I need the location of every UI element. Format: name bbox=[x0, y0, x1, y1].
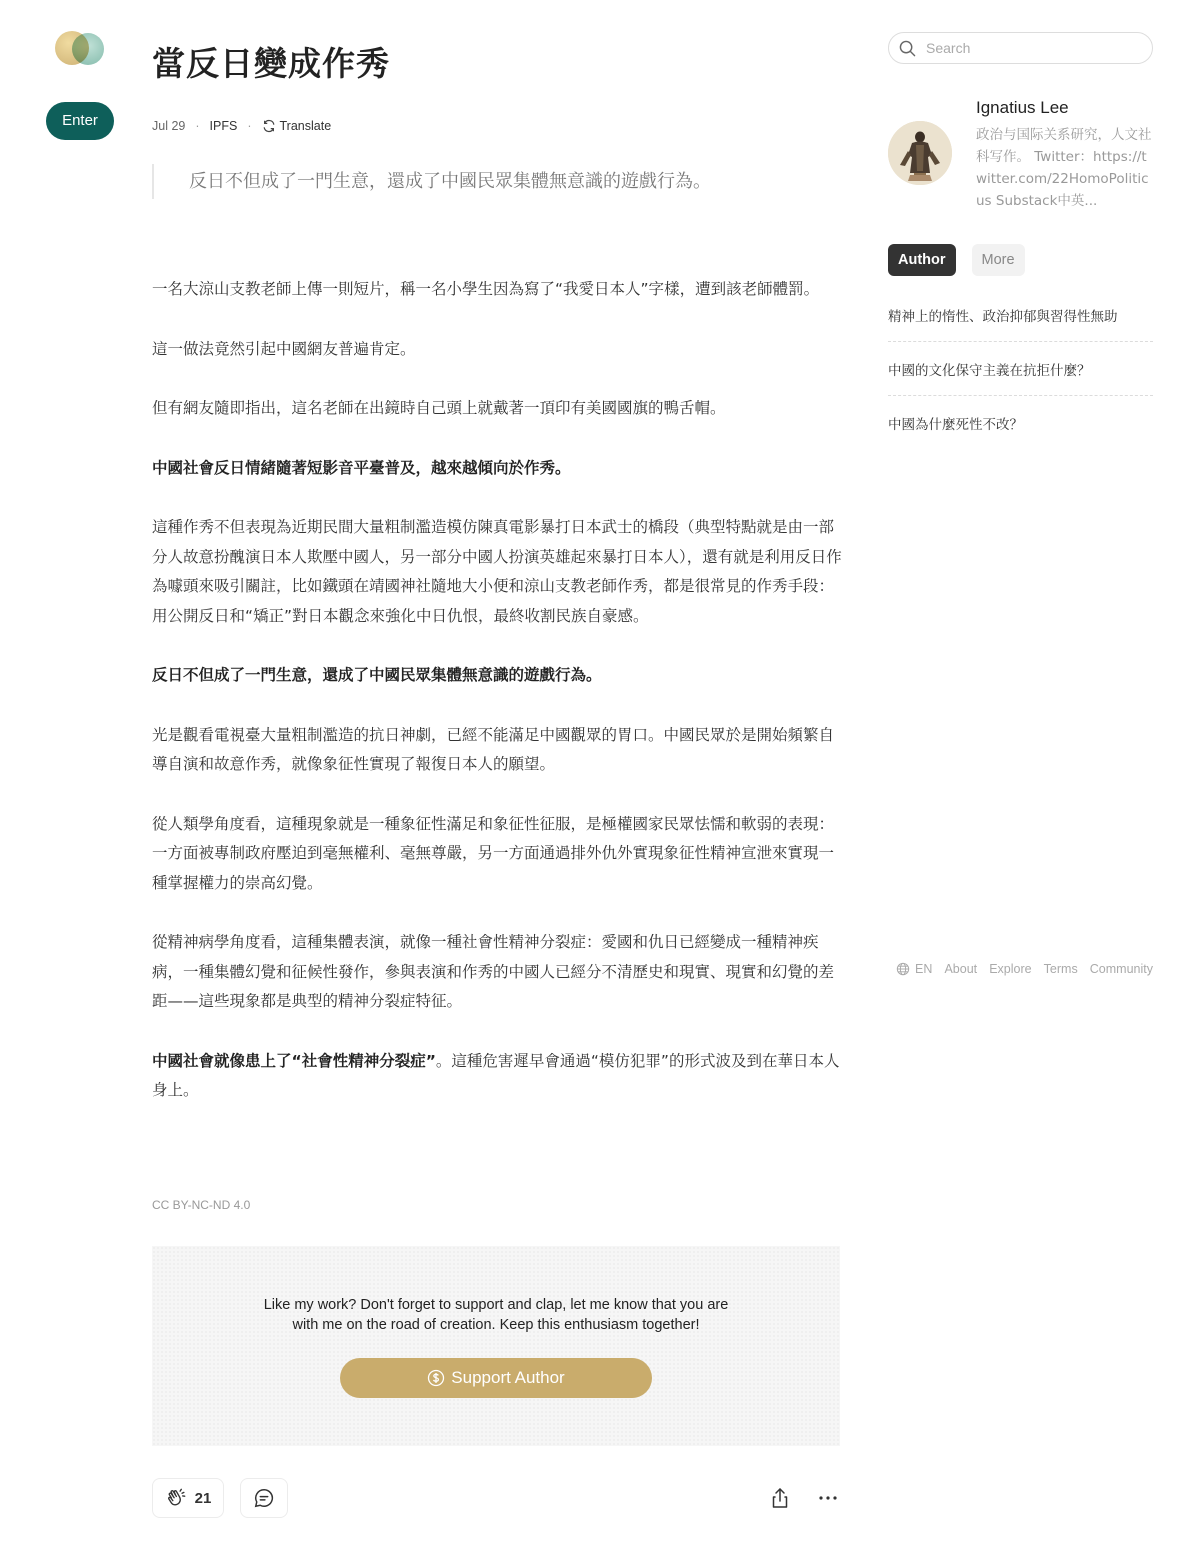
paragraph-7: 光是觀看電視臺大量粗制濫造的抗日神劇，已經不能滿足中國觀眾的胃口。中國民眾於是開始頻繁自導自演和故意作秀，就像象征性實現了報復日本人的願望。 bbox=[152, 725, 835, 773]
separator-dot: · bbox=[195, 119, 200, 133]
support-card bbox=[152, 1246, 840, 1446]
share-button[interactable] bbox=[768, 1486, 792, 1510]
tab-more[interactable]: More bbox=[972, 244, 1025, 276]
paragraph-3: 但有網友隨即指出，這名老師在出鏡時自己頭上就戴著一頂印有美國國旗的鴨舌帽。 bbox=[152, 399, 726, 417]
sidebar-footer bbox=[896, 962, 1153, 976]
translate-button[interactable] bbox=[262, 119, 332, 133]
translate-icon bbox=[262, 119, 276, 133]
paragraph-8: 從人類學角度看，這種現象就是一種象征性滿足和象征性征服，是極權國家民眾怯懦和軟弱的表現：一方面被專制政府壓迫到毫無權利、毫無尊嚴，另一方面通過排外仇外實現象征性精神宣泄來實現一種掌握權力的崇高幻覺。 bbox=[152, 814, 835, 892]
related-article-link[interactable]: 精神上的惰性、政治抑郁與習得性無助 bbox=[888, 288, 1153, 342]
footer-link-explore[interactable]: Explore bbox=[989, 962, 1032, 976]
comment-button[interactable] bbox=[240, 1478, 288, 1518]
article-title: 當反日變成作秀 bbox=[152, 44, 390, 83]
tab-author[interactable]: Author bbox=[888, 244, 956, 276]
language-label: EN bbox=[915, 962, 933, 976]
footer-link-community[interactable]: Community bbox=[1089, 962, 1153, 976]
clap-count: 21 bbox=[194, 1489, 212, 1507]
separator-dot: · bbox=[247, 119, 252, 133]
article-body bbox=[152, 275, 842, 1106]
avatar-image bbox=[888, 121, 952, 185]
related-articles bbox=[888, 288, 1153, 450]
share-icon bbox=[768, 1486, 792, 1510]
paragraph-5: 這種作秀不但表現為近期民間大量粗制濫造模仿陳真電影暴打日本武士的橋段（典型特點就是由一部分人故意扮醜演日本人欺壓中國人，另一部分中國人扮演英雄起來暴打日本人），還有就是利用反日作為噱頭來吸引關註，比如鐵頭在靖國神社隨地大小便和涼山支教老師作秀，都是很常見的作秀手段：用公開反日和“矯正”對日本觀念來強化中日仇恨，最終收割民族自豪感。 bbox=[152, 518, 842, 625]
clap-button[interactable] bbox=[152, 1478, 224, 1518]
search-bar[interactable] bbox=[888, 32, 1153, 64]
support-author-button[interactable] bbox=[340, 1358, 652, 1398]
more-options-button[interactable] bbox=[816, 1486, 840, 1510]
translate-label: Translate bbox=[279, 119, 332, 133]
author-name[interactable]: Ignatius Lee bbox=[976, 98, 1069, 117]
paragraph-6: 反日不但成了一門生意，還成了中國民眾集體無意識的遊戲行為。 bbox=[152, 666, 602, 684]
sidebar-tabs bbox=[888, 244, 1025, 276]
article-meta bbox=[152, 117, 331, 135]
article-date[interactable]: Jul 29 bbox=[152, 119, 186, 133]
article-summary: 反日不但成了一門生意，還成了中國民眾集體無意識的遊戲行為。 bbox=[152, 164, 742, 199]
clap-icon bbox=[165, 1487, 187, 1509]
paragraph-10: 中國社會就像患上了“社會性精神分裂症”。這種危害遲早會通過“模仿犯罪”的形式波及到在華日本人身上。 bbox=[152, 1051, 840, 1099]
footer-link-terms[interactable]: Terms bbox=[1043, 962, 1078, 976]
author-bio: 政治与国际关系研究，人文社科写作。 Twitter：https://twitter.com/22HomoPoliticus Substack中英... bbox=[976, 127, 1152, 209]
site-logo[interactable] bbox=[55, 31, 107, 67]
search-icon bbox=[899, 40, 916, 57]
support-message: Like my work? Don't forget to support and clap, let me know that you are with me on the road of creation. Keep this enthusiasm together! bbox=[263, 1297, 729, 1333]
paragraph-1: 一名大涼山支教老師上傳一則短片，稱一名小學生因為寫了“我愛日本人”字樣，遭到該老師體罰。 bbox=[152, 280, 820, 298]
author-avatar[interactable] bbox=[888, 121, 952, 185]
language-selector[interactable] bbox=[896, 962, 932, 976]
license-label: CC BY-NC-ND 4.0 bbox=[152, 1198, 251, 1212]
coin-icon bbox=[427, 1369, 445, 1387]
related-article-link[interactable]: 中國的文化保守主義在抗拒什麼？ bbox=[888, 342, 1153, 396]
globe-icon bbox=[896, 962, 910, 976]
paragraph-9: 從精神病學角度看，這種集體表演，就像一種社會性精神分裂症：愛國和仇日已經變成一種精神疾病，一種集體幻覺和征候性發作，參與表演和作秀的中國人已經分不清歷史和現實、現實和幻覺的差距——這些現象都是典型的精神分裂症特征。 bbox=[152, 933, 835, 1010]
search-input[interactable] bbox=[926, 40, 1126, 56]
logo-circle-teal bbox=[72, 33, 104, 65]
comment-icon bbox=[253, 1487, 275, 1509]
footer-link-about[interactable]: About bbox=[944, 962, 978, 976]
more-icon bbox=[818, 1495, 838, 1501]
support-button-label: Support Author bbox=[451, 1368, 565, 1387]
paragraph-4: 中國社會反日情緒隨著短影音平臺普及，越來越傾向於作秀。 bbox=[152, 458, 571, 477]
action-bar bbox=[152, 1478, 840, 1518]
ipfs-link[interactable]: IPFS bbox=[209, 119, 238, 133]
enter-button[interactable]: Enter bbox=[46, 102, 114, 140]
paragraph-2: 這一做法竟然引起中國網友普遍肯定。 bbox=[152, 339, 416, 358]
related-article-link[interactable]: 中國為什麼死性不改？ bbox=[888, 417, 1023, 433]
